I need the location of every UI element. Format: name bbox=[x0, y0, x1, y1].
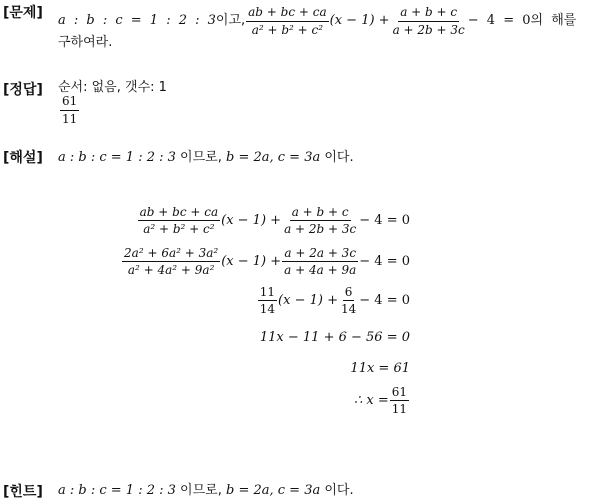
step-3-mid: (x − 1) + bbox=[278, 293, 338, 308]
step-5 bbox=[350, 361, 410, 376]
problem-ratio: a : b : c = 1 : 2 : 3 bbox=[58, 13, 216, 29]
solution-ratio: a : b : c = 1 : 2 : 3 bbox=[58, 150, 176, 165]
step-2-tail: − 4 = 0 bbox=[359, 254, 410, 269]
problem-label: [문제] bbox=[3, 5, 43, 21]
problem-fraction-1-num: ab + bc + ca bbox=[246, 5, 328, 22]
step-3-num-2: 6 bbox=[344, 285, 353, 299]
step-6-den: 11 bbox=[391, 402, 407, 416]
problem-line-1 bbox=[58, 5, 576, 38]
hint-line bbox=[58, 483, 354, 499]
step-6-lhs: ∴ x = bbox=[353, 393, 389, 408]
hint-text-1: 이므로, bbox=[175, 483, 226, 498]
step-5-text: 11x = 61 bbox=[350, 361, 410, 376]
solution-c-eq: c = 3a bbox=[277, 150, 321, 165]
hint-label: [힌트] bbox=[3, 484, 43, 500]
hint-text-2: 이다. bbox=[320, 483, 354, 498]
step-1-num-2: a + b + c bbox=[291, 205, 349, 219]
step-4 bbox=[260, 330, 410, 345]
step-2-mid: (x − 1) + bbox=[221, 254, 282, 269]
hint-c-eq: c = 3a bbox=[277, 483, 321, 498]
problem-line-2: 구하여라. bbox=[58, 35, 113, 50]
problem-fraction-2-den: a + 2b + 3c bbox=[392, 23, 465, 37]
problem-fraction-1 bbox=[246, 5, 328, 38]
problem-fraction-1-den: a² + b² + c² bbox=[251, 23, 324, 37]
step-2-den-2: a + 4a + 9a bbox=[284, 263, 357, 277]
problem-fraction-2-num: a + b + c bbox=[398, 5, 459, 22]
solution-line bbox=[58, 150, 354, 166]
step-2-num-1: 2a² + 6a² + 3a² bbox=[124, 246, 219, 260]
step-3-den-2: 14 bbox=[340, 302, 357, 316]
hint-ratio: a : b : c = 1 : 2 : 3 bbox=[58, 483, 176, 498]
solution-text-1: 이므로, bbox=[175, 150, 226, 165]
answer-fraction bbox=[59, 94, 80, 127]
step-2-den-1: a² + 4a² + 9a² bbox=[127, 263, 215, 277]
answer-num: 61 bbox=[60, 94, 79, 111]
hint-b-eq: b = 2a, bbox=[225, 483, 274, 498]
problem-text-2: 의 해를 bbox=[530, 13, 577, 29]
step-4-text: 11x − 11 + 6 − 56 = 0 bbox=[259, 330, 410, 345]
problem-tail: − 4 = 0 bbox=[467, 13, 531, 29]
step-6 bbox=[354, 385, 410, 416]
problem-mid: (x − 1) + bbox=[329, 13, 390, 29]
solution-b-eq: b = 2a, bbox=[225, 150, 274, 165]
step-2-num-2: a + 2a + 3c bbox=[284, 246, 357, 260]
step-6-num: 61 bbox=[391, 385, 407, 399]
step-1 bbox=[137, 205, 410, 236]
answer-label: [정답] bbox=[3, 82, 43, 98]
step-3-num-1: 11 bbox=[259, 285, 276, 299]
step-3-tail: − 4 = 0 bbox=[359, 293, 410, 308]
answer-line: 순서: 없음, 갯수: 1 bbox=[58, 80, 167, 95]
step-1-den-1: a² + b² + c² bbox=[143, 222, 215, 236]
step-1-num-1: ab + bc + ca bbox=[139, 205, 219, 219]
step-3-den-1: 14 bbox=[259, 302, 276, 316]
step-1-mid: (x − 1) + bbox=[221, 213, 282, 228]
solution-label: [해설] bbox=[3, 150, 43, 166]
problem-fraction-2 bbox=[391, 5, 467, 38]
solution-text-2: 이다. bbox=[320, 150, 354, 165]
answer-den: 11 bbox=[62, 112, 78, 126]
problem-text-1: 이고, bbox=[215, 13, 246, 29]
step-1-den-2: a + 2b + 3c bbox=[284, 222, 357, 236]
step-3 bbox=[257, 285, 410, 316]
step-2 bbox=[121, 246, 410, 277]
step-1-tail: − 4 = 0 bbox=[359, 213, 410, 228]
